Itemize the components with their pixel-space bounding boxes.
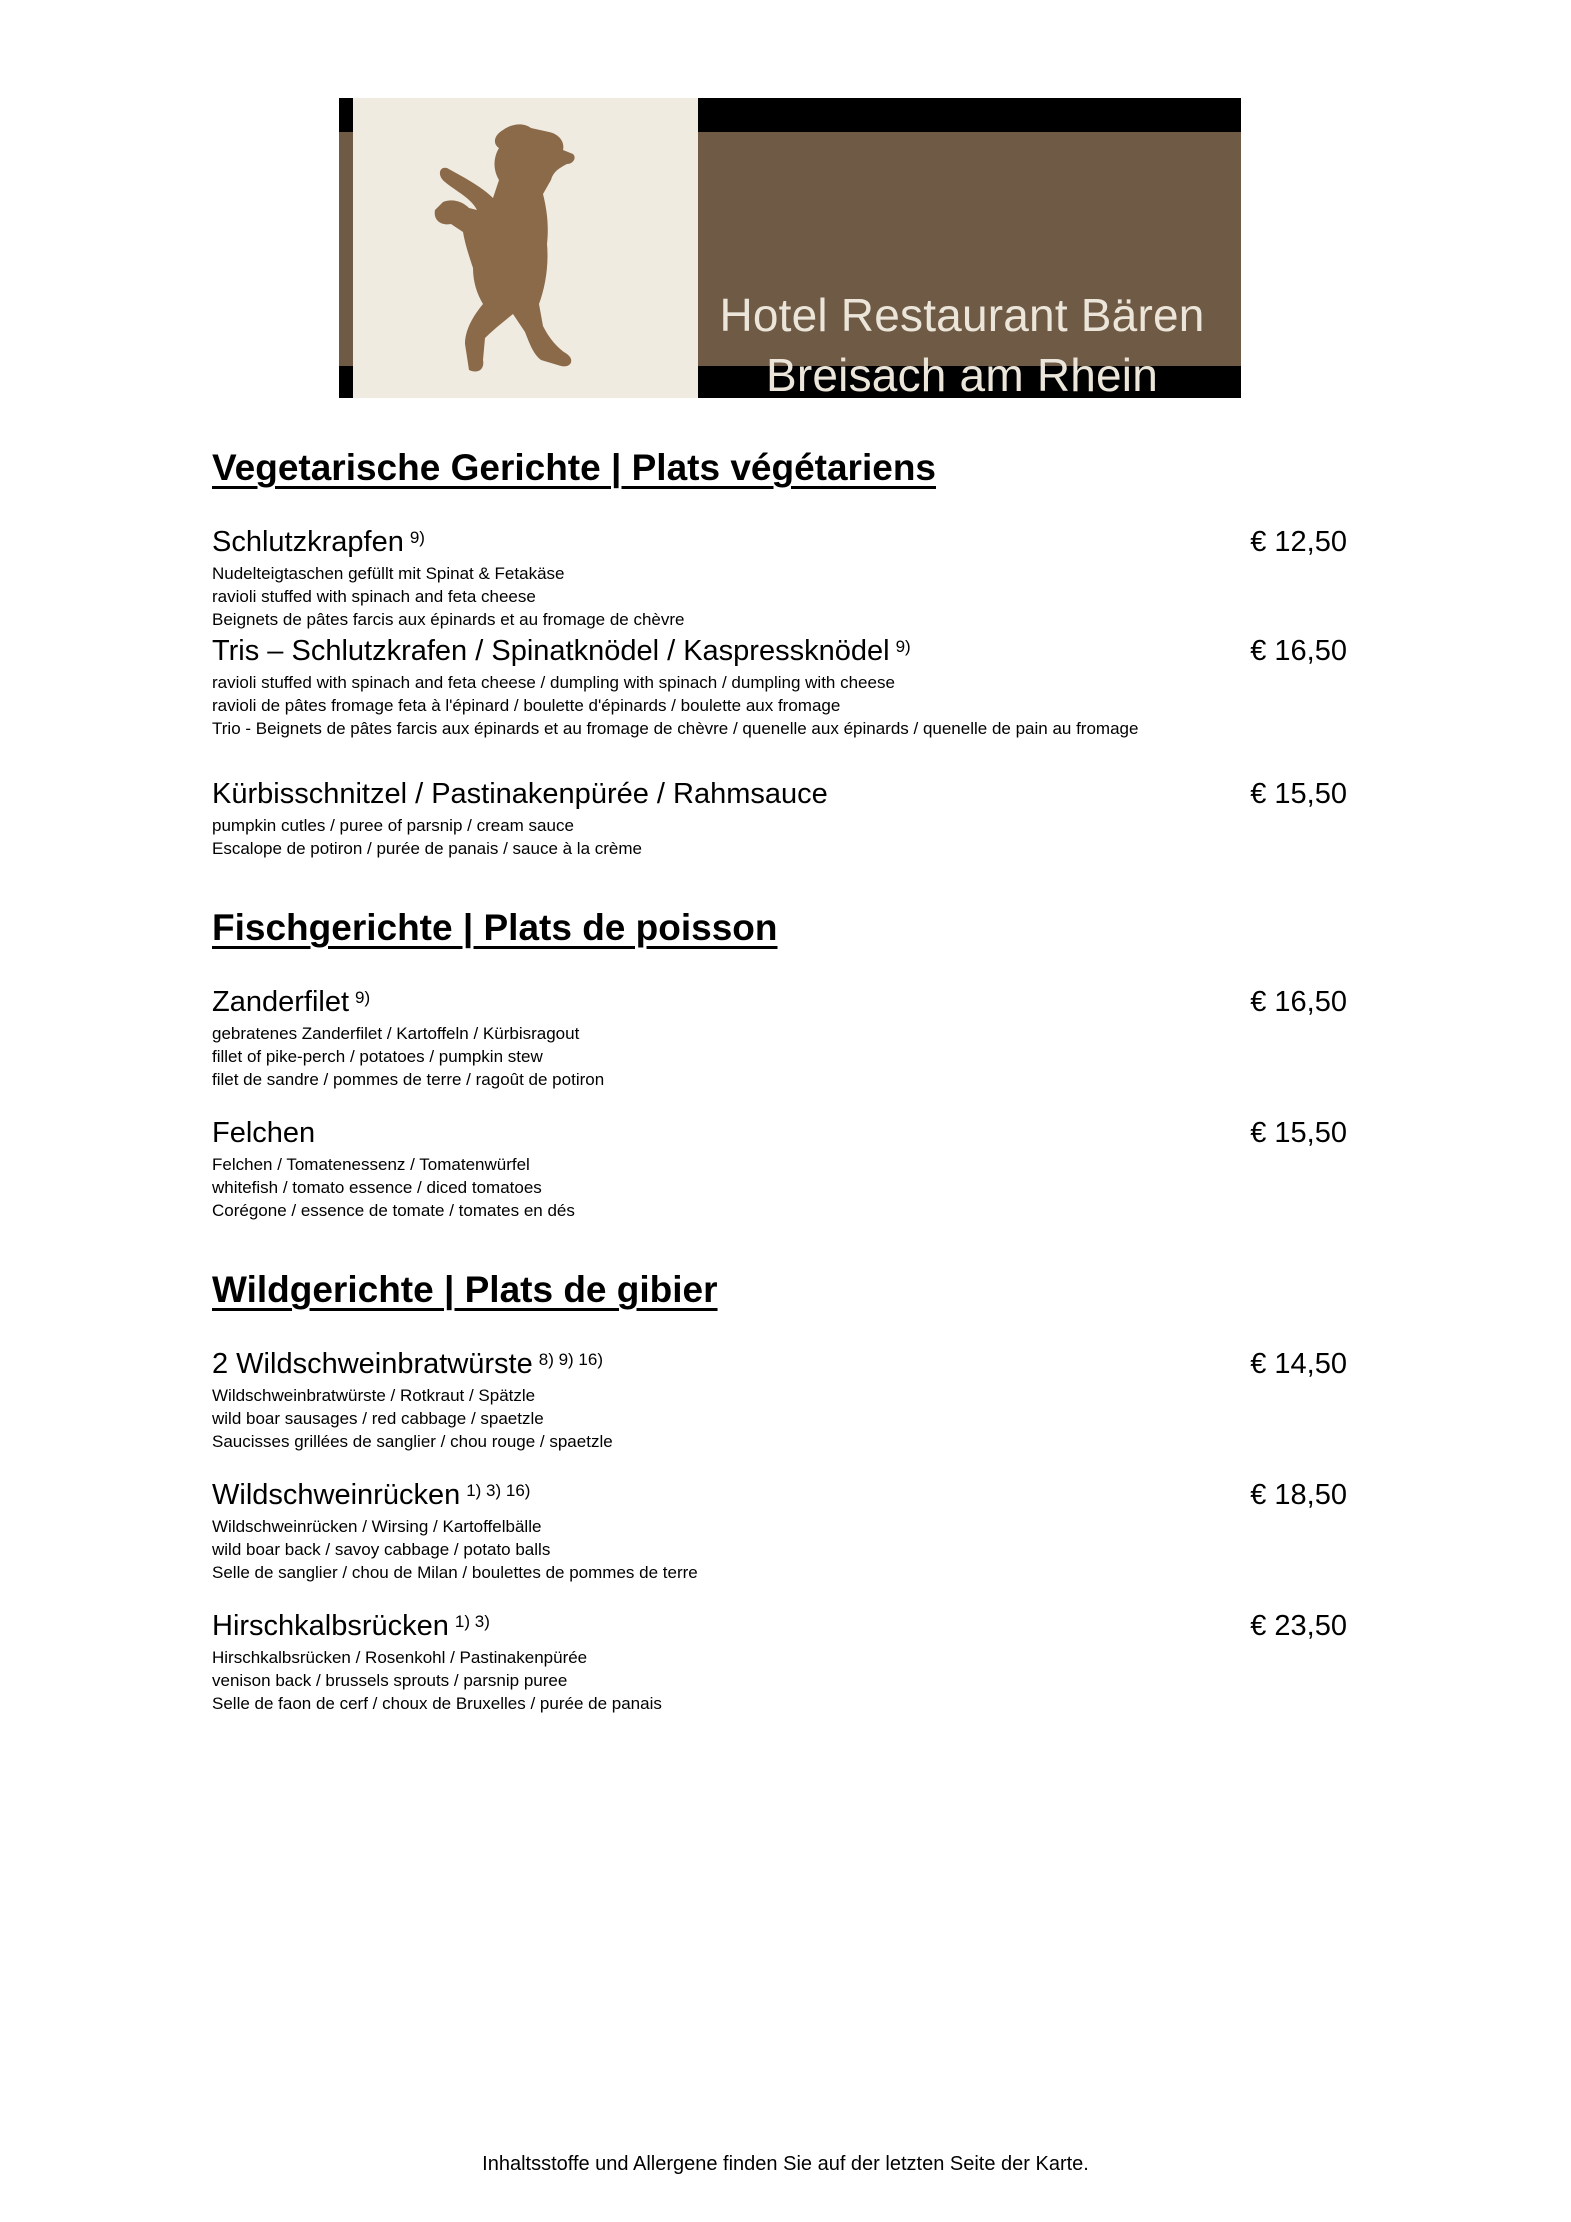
dish-desc-de: Hirschkalbsrücken / Rosenkohl / Pastinakenpürée: [212, 1648, 588, 1667]
dish-item: [212, 522, 1347, 631]
dish-allergens: 9): [409, 528, 425, 547]
dish-desc-de: gebratenes Zanderfilet / Kartoffeln / Kürbisragout: [212, 1024, 580, 1043]
dish-desc-de: Wildschweinrücken / Wirsing / Kartoffelbälle: [212, 1517, 542, 1536]
dish-price: € 23,50: [1250, 1610, 1347, 1642]
dish-desc-fr: Saucisses grillées de sanglier / chou rouge / spaetzle: [212, 1432, 613, 1451]
section-title-vegetarian: Vegetarische Gerichte | Plats végétariens: [212, 447, 936, 488]
dish-name: 2 Wildschweinbratwürste $^{8) 9) 16)}$: [212, 1348, 603, 1380]
menu-content: [212, 444, 1347, 1715]
dish-item: [212, 1606, 1347, 1715]
dish-allergens: 9): [895, 637, 911, 656]
dish-desc-fr: Escalope de potiron / purée de panais / sauce à la crème: [212, 839, 642, 858]
dish-desc-fr: ravioli de pâtes fromage feta à l'épinard / boulette d'épinards / boulette aux fromage: [212, 696, 841, 715]
logo-title-line1: Hotel Restaurant Bären: [719, 289, 1205, 341]
dish-desc-de: Nudelteigtaschen gefüllt mit Spinat & Fetakäse: [212, 564, 565, 583]
dish-item: [212, 1113, 1347, 1222]
dish-item: [212, 774, 1347, 860]
dish-desc-fr: Corégone / essence de tomate / tomates en dés: [212, 1201, 575, 1220]
dish-item: [212, 982, 1347, 1091]
dish-desc-de: Wildschweinbratwürste / Rotkraut / Spätzle: [212, 1386, 536, 1405]
dish-desc-en: wild boar back / savoy cabbage / potato balls: [212, 1540, 551, 1559]
dish-price: € 15,50: [1250, 778, 1347, 810]
dish-desc-en: venison back / brussels sprouts / parsnip puree: [212, 1671, 568, 1690]
dish-desc-fr: Selle de faon de cerf / choux de Bruxelles / purée de panais: [212, 1694, 662, 1713]
dish-desc-en: ravioli stuffed with spinach and feta cheese / dumpling with spinach / dumpling with cheese: [212, 673, 895, 692]
dish-price: € 14,50: [1250, 1348, 1347, 1380]
dish-price: € 12,50: [1250, 526, 1347, 558]
dish-desc-fr: Selle de sanglier / chou de Milan / boulettes de pommes de terre: [212, 1563, 698, 1582]
dish-allergens: 1) 3) 16): [466, 1481, 531, 1500]
dish-desc-en: ravioli stuffed with spinach and feta cheese: [212, 587, 536, 606]
dish-name: Hirschkalbsrücken $^{1) 3)}$: [212, 1610, 490, 1642]
logo-emblem-panel: [353, 98, 698, 398]
dish-item: [212, 1344, 1347, 1453]
dish-name: Kürbisschnitzel / Pastinakenpürée / Rahmsauce: [212, 778, 828, 810]
dish-name: Wildschweinrücken $^{1) 3) 16)}$: [212, 1479, 531, 1511]
dish-name: Schlutzkrapfen $^{9)}$: [212, 526, 425, 558]
dish-item: [212, 631, 1347, 740]
dish-desc-en: wild boar sausages / red cabbage / spaetzle: [212, 1409, 544, 1428]
logo-title-line2: Breisach am Rhein: [765, 349, 1159, 398]
dish-desc-fr: Trio - Beignets de pâtes farcis aux épinards et au fromage de chèvre / quenelle aux épinards / quenelle de pain au fromage: [212, 719, 1139, 738]
section-title-game: Wildgerichte | Plats de gibier: [212, 1269, 718, 1310]
dish-price: € 16,50: [1250, 986, 1347, 1018]
dish-price: € 15,50: [1250, 1117, 1347, 1149]
dish-desc-fr: Beignets de pâtes farcis aux épinards et au fromage de chèvre: [212, 610, 685, 629]
dish-allergens: 9): [355, 988, 371, 1007]
dish-name: Zanderfilet $^{9)}$: [212, 986, 371, 1018]
footer-note: Inhaltsstoffe und Allergene finden Sie auf der letzten Seite der Karte.: [482, 2153, 1089, 2175]
dish-desc-en: fillet of pike-perch / potatoes / pumpkin stew: [212, 1047, 543, 1066]
section-title-fish: Fischgerichte | Plats de poisson: [212, 907, 778, 948]
dish-name: Tris – Schlutzkrafen / Spinatknödel / Kaspressknödel $^{9)}$: [212, 635, 911, 667]
dish-allergens: 1) 3): [454, 1612, 490, 1631]
dish-allergens: 8) 9) 16): [538, 1350, 603, 1369]
dish-item: [212, 1475, 1347, 1584]
bear-icon: [353, 98, 698, 398]
dish-desc-en: pumpkin cutles / puree of parsnip / cream sauce: [212, 816, 574, 835]
dish-name: Felchen: [212, 1117, 316, 1149]
dish-price: € 16,50: [1250, 635, 1347, 667]
dish-desc-en: whitefish / tomato essence / diced tomatoes: [212, 1178, 542, 1197]
dish-price: € 18,50: [1250, 1479, 1347, 1511]
dish-desc-fr: filet de sandre / pommes de terre / ragoût de potiron: [212, 1070, 605, 1089]
dish-desc-de: Felchen / Tomatenessenz / Tomatenwürfel: [212, 1155, 530, 1174]
restaurant-logo: [339, 98, 1241, 398]
